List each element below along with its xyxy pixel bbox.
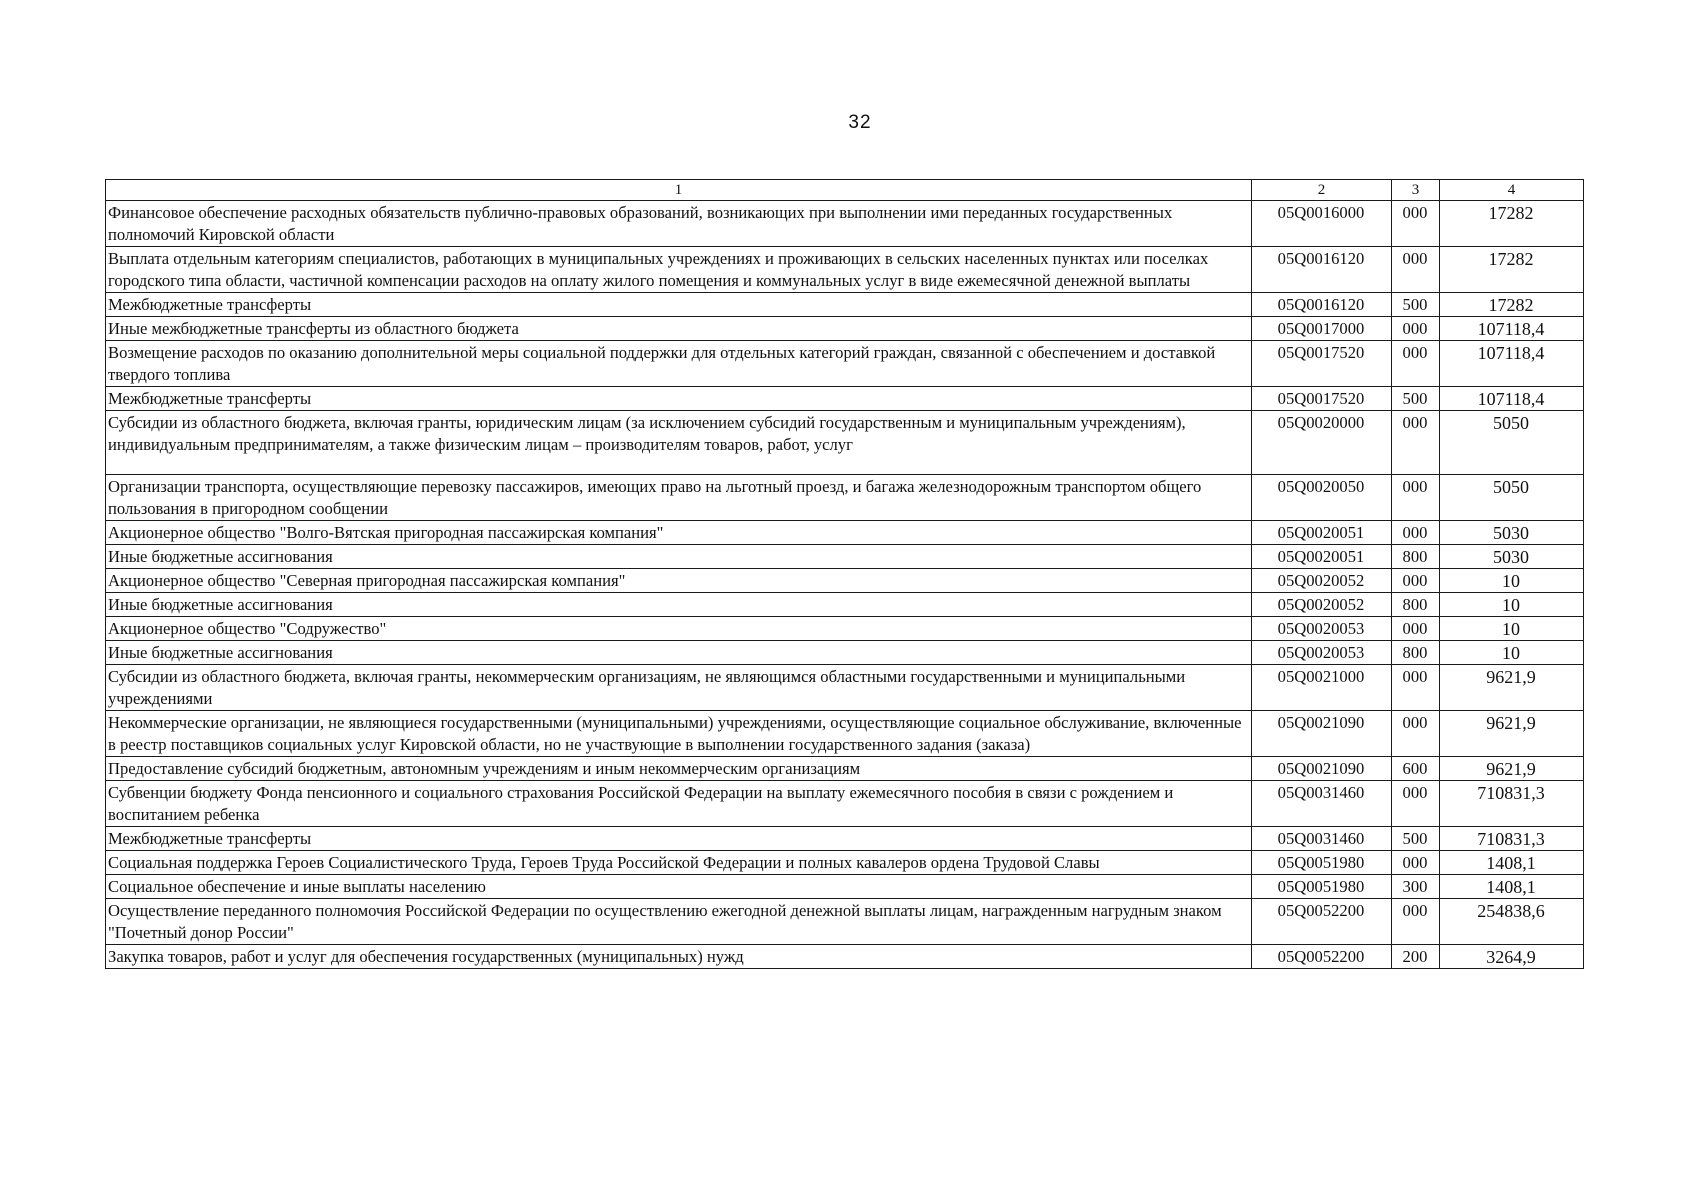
table-row bbox=[106, 617, 1584, 641]
row-code-cell: 05Q0020052 bbox=[1252, 569, 1392, 593]
row-type-cell: 000 bbox=[1392, 475, 1440, 521]
row-name-cell: Иные бюджетные ассигнования bbox=[106, 545, 1252, 569]
table-row bbox=[106, 593, 1584, 617]
row-code-cell: 05Q0051980 bbox=[1252, 875, 1392, 899]
table-row bbox=[106, 293, 1584, 317]
row-type-cell: 000 bbox=[1392, 247, 1440, 293]
table-row bbox=[106, 851, 1584, 875]
row-amount-cell: 1408,1 bbox=[1440, 875, 1584, 899]
row-amount-cell: 17282 bbox=[1440, 293, 1584, 317]
row-amount-cell: 10 bbox=[1440, 593, 1584, 617]
row-amount-cell: 254838,6 bbox=[1440, 899, 1584, 945]
table-row bbox=[106, 641, 1584, 665]
row-code-cell: 05Q0020052 bbox=[1252, 593, 1392, 617]
row-name-cell: Осуществление переданного полномочия Российской Федерации по осуществлению ежегодной денежной выплаты лицам, награжденным нагрудным знаком "Почетный донор России" bbox=[106, 899, 1252, 945]
column-header-type: 3 bbox=[1392, 180, 1440, 201]
table-row bbox=[106, 899, 1584, 945]
row-name-cell: Субсидии из областного бюджета, включая гранты, юридическим лицам (за исключением субсидий государственным и муниципальным учреждениям), индивидуальным предпринимателям, а также физическим лицам – производителям товаров, работ, услуг bbox=[106, 411, 1252, 475]
column-header-amount: 4 bbox=[1440, 180, 1584, 201]
row-type-cell: 000 bbox=[1392, 341, 1440, 387]
row-type-cell: 000 bbox=[1392, 665, 1440, 711]
row-code-cell: 05Q0017520 bbox=[1252, 387, 1392, 411]
row-code-cell: 05Q0021000 bbox=[1252, 665, 1392, 711]
row-name-cell: Межбюджетные трансферты bbox=[106, 293, 1252, 317]
row-name-cell: Акционерное общество "Северная пригородная пассажирская компания" bbox=[106, 569, 1252, 593]
row-name-cell: Выплата отдельным категориям специалистов, работающих в муниципальных учреждениях и проживающих в сельских населенных пунктах или поселках городского типа области, частичной компенсации расходов на оплату жилого помещения и коммунальных услуг в виде ежемесячной денежной выплаты bbox=[106, 247, 1252, 293]
row-type-cell: 500 bbox=[1392, 387, 1440, 411]
row-amount-cell: 107118,4 bbox=[1440, 341, 1584, 387]
table-row bbox=[106, 387, 1584, 411]
row-type-cell: 800 bbox=[1392, 593, 1440, 617]
row-name-cell: Межбюджетные трансферты bbox=[106, 827, 1252, 851]
table-body bbox=[106, 201, 1584, 969]
row-amount-cell: 9621,9 bbox=[1440, 665, 1584, 711]
row-type-cell: 600 bbox=[1392, 757, 1440, 781]
row-code-cell: 05Q0031460 bbox=[1252, 827, 1392, 851]
table-row bbox=[106, 201, 1584, 247]
column-header-row bbox=[106, 180, 1584, 201]
row-name-cell: Закупка товаров, работ и услуг для обеспечения государственных (муниципальных) нужд bbox=[106, 945, 1252, 969]
row-type-cell: 300 bbox=[1392, 875, 1440, 899]
row-code-cell: 05Q0021090 bbox=[1252, 711, 1392, 757]
row-name-cell: Социальная поддержка Героев Социалистического Труда, Героев Труда Российской Федерации и полных кавалеров ордена Трудовой Славы bbox=[106, 851, 1252, 875]
row-code-cell: 05Q0017520 bbox=[1252, 341, 1392, 387]
row-amount-cell: 710831,3 bbox=[1440, 827, 1584, 851]
row-type-cell: 200 bbox=[1392, 945, 1440, 969]
table-row bbox=[106, 757, 1584, 781]
row-type-cell: 000 bbox=[1392, 317, 1440, 341]
row-name-cell: Финансовое обеспечение расходных обязательств публично-правовых образований, возникающих при выполнении ими переданных государственных полномочий Кировской области bbox=[106, 201, 1252, 247]
table-row bbox=[106, 411, 1584, 475]
table-row bbox=[106, 545, 1584, 569]
row-amount-cell: 5050 bbox=[1440, 475, 1584, 521]
row-name-cell: Некоммерческие организации, не являющиеся государственными (муниципальными) учреждениями, осуществляющие социальное обслуживание, включенные в реестр поставщиков социальных услуг Кировской области, но не участвующие в выполнении государственного задания (заказа) bbox=[106, 711, 1252, 757]
table-row bbox=[106, 569, 1584, 593]
row-type-cell: 000 bbox=[1392, 617, 1440, 641]
table-row bbox=[106, 875, 1584, 899]
row-code-cell: 05Q0020053 bbox=[1252, 641, 1392, 665]
row-amount-cell: 10 bbox=[1440, 641, 1584, 665]
row-amount-cell: 107118,4 bbox=[1440, 387, 1584, 411]
row-amount-cell: 3264,9 bbox=[1440, 945, 1584, 969]
row-name-cell: Акционерное общество "Содружество" bbox=[106, 617, 1252, 641]
row-name-cell: Акционерное общество "Волго-Вятская пригородная пассажирская компания" bbox=[106, 521, 1252, 545]
table-row bbox=[106, 827, 1584, 851]
row-amount-cell: 5050 bbox=[1440, 411, 1584, 475]
row-amount-cell: 107118,4 bbox=[1440, 317, 1584, 341]
row-type-cell: 000 bbox=[1392, 411, 1440, 475]
row-code-cell: 05Q0020051 bbox=[1252, 521, 1392, 545]
row-name-cell: Межбюджетные трансферты bbox=[106, 387, 1252, 411]
row-code-cell: 05Q0052200 bbox=[1252, 945, 1392, 969]
table-row bbox=[106, 945, 1584, 969]
row-amount-cell: 10 bbox=[1440, 617, 1584, 641]
row-code-cell: 05Q0016120 bbox=[1252, 247, 1392, 293]
row-amount-cell: 710831,3 bbox=[1440, 781, 1584, 827]
row-amount-cell: 5030 bbox=[1440, 521, 1584, 545]
row-type-cell: 000 bbox=[1392, 781, 1440, 827]
row-amount-cell: 17282 bbox=[1440, 247, 1584, 293]
row-type-cell: 000 bbox=[1392, 569, 1440, 593]
row-type-cell: 000 bbox=[1392, 711, 1440, 757]
table-row bbox=[106, 781, 1584, 827]
row-code-cell: 05Q0016120 bbox=[1252, 293, 1392, 317]
table-row bbox=[106, 247, 1584, 293]
table-row bbox=[106, 711, 1584, 757]
row-name-cell: Субвенции бюджету Фонда пенсионного и социального страхования Российской Федерации на выплату ежемесячного пособия в связи с рождением и воспитанием ребенка bbox=[106, 781, 1252, 827]
page-number: 32 bbox=[848, 112, 872, 133]
row-amount-cell: 17282 bbox=[1440, 201, 1584, 247]
row-code-cell: 05Q0020000 bbox=[1252, 411, 1392, 475]
row-code-cell: 05Q0020050 bbox=[1252, 475, 1392, 521]
column-header-code: 2 bbox=[1252, 180, 1392, 201]
row-amount-cell: 1408,1 bbox=[1440, 851, 1584, 875]
row-type-cell: 000 bbox=[1392, 899, 1440, 945]
row-amount-cell: 9621,9 bbox=[1440, 711, 1584, 757]
row-code-cell: 05Q0016000 bbox=[1252, 201, 1392, 247]
row-code-cell: 05Q0020051 bbox=[1252, 545, 1392, 569]
row-code-cell: 05Q0020053 bbox=[1252, 617, 1392, 641]
row-amount-cell: 9621,9 bbox=[1440, 757, 1584, 781]
table-row bbox=[106, 665, 1584, 711]
row-amount-cell: 5030 bbox=[1440, 545, 1584, 569]
row-type-cell: 000 bbox=[1392, 521, 1440, 545]
row-code-cell: 05Q0031460 bbox=[1252, 781, 1392, 827]
row-type-cell: 800 bbox=[1392, 545, 1440, 569]
row-name-cell: Социальное обеспечение и иные выплаты населению bbox=[106, 875, 1252, 899]
row-name-cell: Возмещение расходов по оказанию дополнительной меры социальной поддержки для отдельных категорий граждан, связанной с обеспечением и доставкой твердого топлива bbox=[106, 341, 1252, 387]
row-name-cell: Иные бюджетные ассигнования bbox=[106, 641, 1252, 665]
row-name-cell: Иные бюджетные ассигнования bbox=[106, 593, 1252, 617]
table-row bbox=[106, 521, 1584, 545]
row-code-cell: 05Q0051980 bbox=[1252, 851, 1392, 875]
column-header-name: 1 bbox=[106, 180, 1252, 201]
row-type-cell: 500 bbox=[1392, 827, 1440, 851]
row-code-cell: 05Q0017000 bbox=[1252, 317, 1392, 341]
row-code-cell: 05Q0021090 bbox=[1252, 757, 1392, 781]
row-type-cell: 000 bbox=[1392, 201, 1440, 247]
table-row bbox=[106, 317, 1584, 341]
row-name-cell: Иные межбюджетные трансферты из областного бюджета bbox=[106, 317, 1252, 341]
table-row bbox=[106, 475, 1584, 521]
row-code-cell: 05Q0052200 bbox=[1252, 899, 1392, 945]
table-row bbox=[106, 341, 1584, 387]
budget-table bbox=[105, 179, 1584, 969]
row-name-cell: Предоставление субсидий бюджетным, автономным учреждениям и иным некоммерческим организациям bbox=[106, 757, 1252, 781]
row-type-cell: 800 bbox=[1392, 641, 1440, 665]
row-type-cell: 000 bbox=[1392, 851, 1440, 875]
row-type-cell: 500 bbox=[1392, 293, 1440, 317]
row-amount-cell: 10 bbox=[1440, 569, 1584, 593]
row-name-cell: Организации транспорта, осуществляющие перевозку пассажиров, имеющих право на льготный проезд, и багажа железнодорожным транспортом общего пользования в пригородном сообщении bbox=[106, 475, 1252, 521]
row-name-cell: Субсидии из областного бюджета, включая гранты, некоммерческим организациям, не являющимся областными государственными и муниципальными учреждениями bbox=[106, 665, 1252, 711]
